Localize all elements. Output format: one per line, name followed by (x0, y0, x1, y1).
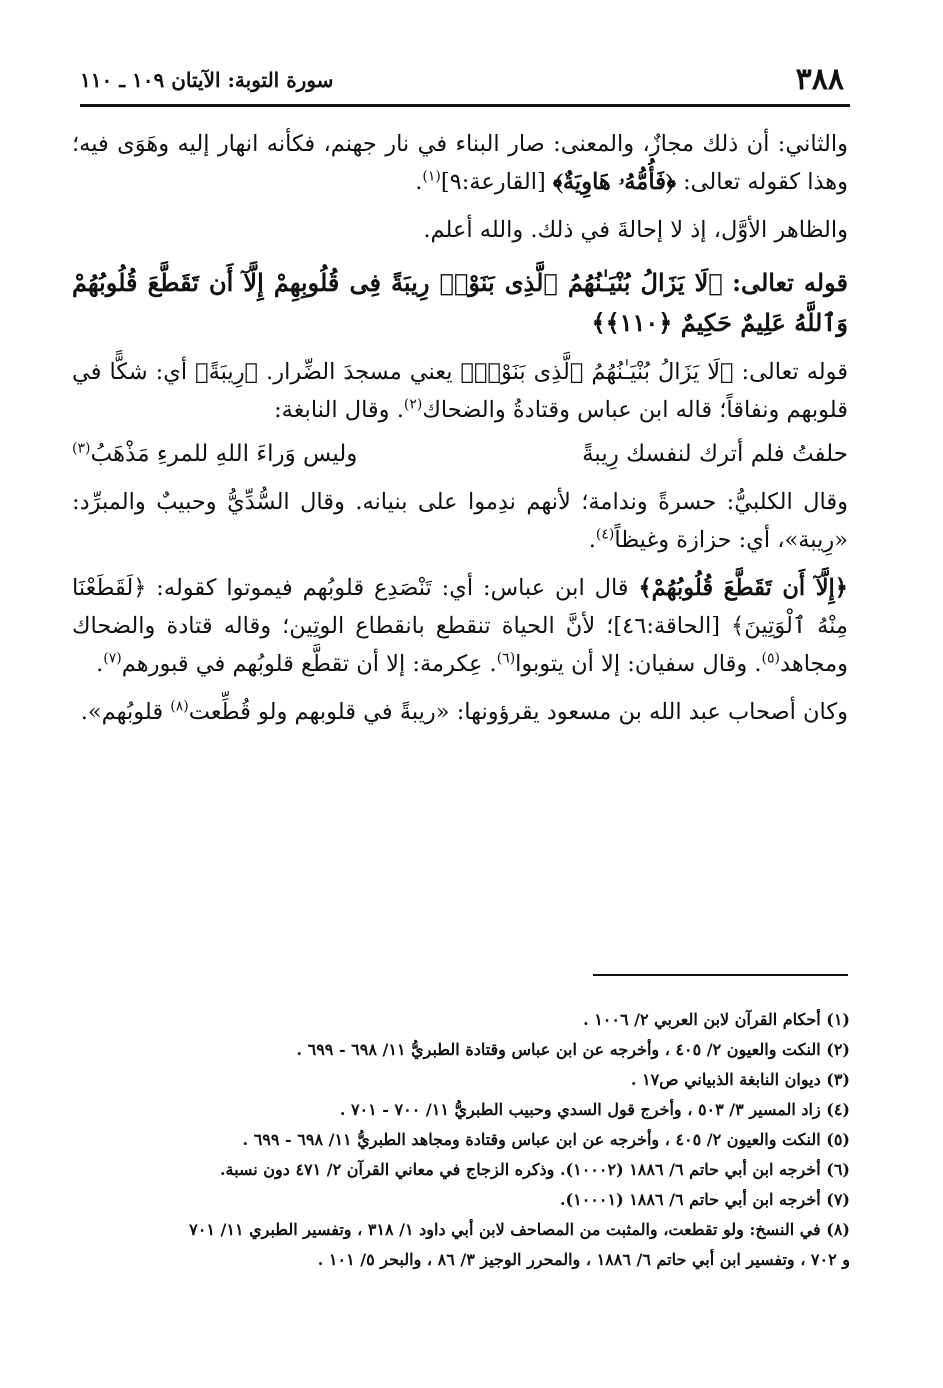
footnotes (70, 1005, 850, 1275)
paragraph-2: والظاهر الأوَّل، إذ لا إحالةَ في ذلك. والله أعلم. (423, 217, 848, 243)
footnote-marker: (٦) (496, 650, 516, 667)
footnote: (٢) النكت والعيون ٢/ ٤٠٥ ، وأخرجه عن ابن عباس وقتادة الطبريُّ ١١/ ٦٩٨ - ٦٩٩ . (296, 1040, 850, 1059)
poem-second-hemistich (72, 435, 357, 473)
footnote: (٣) ديوان النابغة الذبياني ص١٧ . (630, 1070, 850, 1089)
footnote: (٥) النكت والعيون ٢/ ٤٠٥ ، وأخرجه عن ابن عباس وقتادة ومجاهد الطبريُّ ١١/ ٦٩٨ - ٦٩٩ . (242, 1130, 850, 1149)
running-title: سورة التوبة: الآيتان ١٠٩ ـ ١١٠ (80, 68, 334, 92)
text-line: وهَوَى فيه؛ وهذا كقوله تعالى: (72, 131, 848, 195)
poem-verse (72, 435, 848, 473)
text-line: في قبورهم (121, 651, 226, 677)
page-header (80, 58, 850, 107)
text-line: . عِكرمة: إلا أن تقطَّع قلوبُهم (232, 651, 497, 677)
footnote-continuation: و ٧٠٢ ، وتفسير ابن أبي حاتم ٦/ ١٨٨٦ ، والمحرر الوجيز ٣/ ٨٦ ، والبحر ٥/ ١٠١ . (317, 1250, 850, 1269)
footnote-separator (593, 974, 848, 976)
text-line: . وقال النابغة: (274, 397, 404, 423)
footnote-marker: (٤) (595, 526, 615, 543)
footnote-marker: (٢) (403, 396, 423, 413)
quran-quote: ﴿فَأُمُّهُۥ هَاوِيَةٌ﴾ (552, 169, 676, 195)
text-line: والثاني: أن ذلك مجازٌ، والمعنى: صار البناء في نار جهنم، فكأنه انهار إليه (177, 131, 848, 157)
paragraph-6 (72, 693, 848, 731)
text-line: قوله تعالى: ﴿لَا يَزَالُ بُنْيَـٰنُهُمُ ٱلَّذِى بَنَوْا۟﴾ يعني مسجدَ الضِّرار. ﴿رِيبَةً﴾ أي: (155, 359, 849, 385)
paragraph-1: والثاني: أن ذلك مجازٌ، والمعنى: صار البناء في نار جهنم، فكأنه انهار إليه وهَوَى فيه؛ وهذا كقوله تعالى: ﴿فَأُمُّهُۥ هَاوِيَةٌ﴾ [القارعة:٩]$^{(١)}$. (72, 131, 848, 195)
footnote-marker: (١) (422, 168, 441, 185)
text-line: والمبرِّد: «رِيبة»، أي: حزازة وغيظاً (72, 489, 848, 553)
footnote: (٨) في النسخ: ولو تقطعت، والمثبت من المصاحف لابن أبي داود ١/ ٣١٨ ، وتفسير الطبري ١١/ ٧٠١ (189, 1220, 850, 1239)
paragraph-4: وقال الكلبيُّ: حسرةً وندامة؛ لأنهم ندِموا على بنيانه. وقال السُّدِّيُّ وحبيبٌ والمبرِّد: «رِيبة»، أي: حزازة وغيظاً$^{(٤)}$. (72, 489, 849, 553)
text-line: وكان أصحاب عبد الله بن مسعود يقرؤونها: «ريبةً في قلوبهم ولو قُطِّعت (188, 699, 848, 725)
footnote-marker: (٧) (103, 650, 122, 667)
page-number: ٣٨٨ (795, 62, 844, 97)
text-line: . وقال سفيان: إلا أن يتوبوا (515, 651, 762, 677)
verse-reference: [القارعة:٩] (440, 169, 546, 195)
footnote: (٤) زاد المسير ٣/ ٥٠٣ ، وأخرج قول السدي وحبيب الطبريُّ ١١/ ٧٠٠ - ٧٠١ . (339, 1100, 850, 1119)
footnote-marker: (٨) (170, 698, 189, 715)
paragraph-3 (72, 353, 848, 429)
text-line: والضحاك ومجاهد (72, 613, 848, 677)
poem-text: وليس وَراءَ اللهِ للمرءِ مَذْهَبُ (90, 441, 358, 467)
verse-heading (72, 263, 848, 343)
quran-quote: ﴿إِلَّآ أَن تَقَطَّعَ قُلُوبُهُمْ﴾ (638, 575, 848, 601)
text-line: قال ابن عباس: أي: تَنْصَدِع قلوبُهم فيموتوا كقوله: (156, 575, 629, 601)
quran-verse-line: وَٱللَّهُ عَلِيمٌ حَكِيمٌ ﴿١١٠﴾﴾ (591, 308, 848, 337)
text-line: شكًّا في قلوبهم ونفاقاً؛ قاله ابن عباس وقتادةُ والضحاك (72, 359, 848, 423)
footnote: (٧) أخرجه ابن أبي حاتم ٦/ ١٨٨٦ (١٠٠٠١). (559, 1190, 850, 1209)
footnote-marker: (٣) (72, 440, 91, 457)
text-line: ﴿لَقَطَعْنَا مِنْهُ ٱلْوَتِينَ﴾ [الحاقة:٤٦]؛ لأنَّ الحياة تنقطع بانقطاع الوتِين؛ وقاله قتادة (72, 575, 848, 639)
footnote-marker: (٥) (761, 650, 781, 667)
verse-lead: قوله تعالى: (732, 268, 848, 297)
quran-verse-line: ﴿لَا يَزَالُ بُنْيَـٰنُهُمُ ٱلَّذِى بَنَوْا۟ رِيبَةً فِى قُلُوبِهِمْ إِلَّآ أَن تَقَطَّعَ قُلُوبُهُمْ (72, 268, 723, 297)
main-text (72, 125, 848, 731)
poem-first-hemistich: حلفتُ فلم أترك لنفسك رِيبةً (582, 441, 848, 467)
footnote: (١) أحكام القرآن لابن العربي ٢/ ١٠٠٦ . (583, 1010, 850, 1029)
footnote: (٦) أخرجه ابن أبي حاتم ٦/ ١٨٨٦ (١٠٠٠٢). وذكره الزجاج في معاني القرآن ٢/ ٤٧١ دون نسبة. (219, 1160, 850, 1179)
text-line: وقال الكلبيُّ: حسرةً وندامة؛ لأنهم ندِموا على بنيانه. وقال السُّدِّيُّ وحبيبٌ (156, 489, 849, 515)
paragraph-5: ﴿إِلَّآ أَن تَقَطَّعَ قُلُوبُهُمْ﴾ قال ابن عباس: أي: تَنْصَدِع قلوبُهم فيموتوا كقوله: ﴿لَقَطَعْنَا مِنْهُ ٱلْوَتِينَ﴾ [الحاقة:٤٦]؛ لأنَّ الحياة تنقطع بانقطاع الوتِين؛ وقاله قتادة والضحاك ومجاهد$^{(٥)}$. وقال سفيان: إلا أن يتوبوا$^{(٦)}$. عِكرمة: إلا أن تقطَّع قلوبُهم في قبورهم$^{(٧)}$. (72, 575, 848, 677)
text-line: قلوبُهم». (80, 699, 164, 725)
